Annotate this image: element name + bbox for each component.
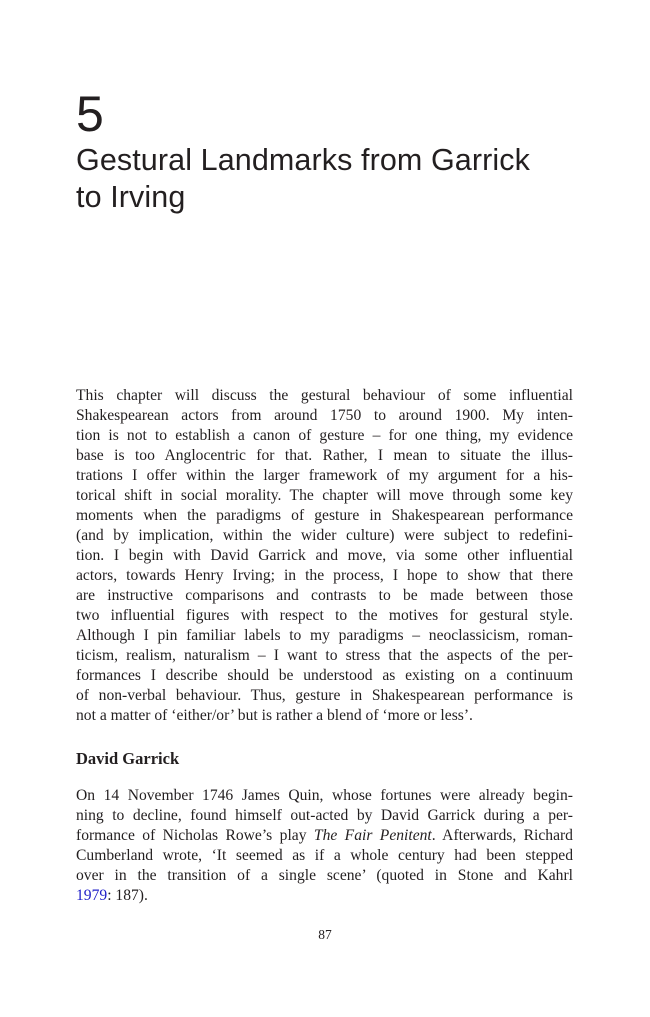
text-line: Cumberland wrote, ‘It seemed as if a whole century had been stepped: [76, 847, 573, 864]
section-paragraph: [76, 786, 573, 906]
chapter-title-line: Gestural Landmarks from Garrick: [76, 143, 530, 177]
intro-paragraph: [76, 386, 573, 726]
text-line: (and by implication, within the wider culture) were subject to redefini-: [76, 527, 573, 544]
text-line: tion. I begin with David Garrick and move, via some other influential: [76, 547, 573, 564]
text-line: torical shift in social morality. The chapter will move through some key: [76, 487, 573, 504]
text-line: This chapter will discuss the gestural behaviour of some influential: [76, 387, 573, 404]
text-run: . Afterwards, Richard: [431, 827, 573, 844]
chapter-title: [76, 142, 596, 216]
text-line: two influential figures with respect to the motives for gestural style.: [76, 607, 573, 624]
text-line: not a matter of ‘either/or’ but is rather a blend of ‘more or less’.: [76, 707, 473, 724]
section-heading: David Garrick: [76, 749, 180, 768]
chapter-number: 5: [76, 86, 104, 142]
text-line: are instructive comparisons and contrasts to be made between those: [76, 587, 573, 604]
text-line: ticism, realism, naturalism – I want to stress that the aspects of the per-: [76, 647, 573, 664]
text-line: of non-verbal behaviour. Thus, gesture in Shakespearean performance is: [76, 687, 573, 704]
text-line: Shakespearean actors from around 1750 to around 1900. My inten-: [76, 407, 573, 424]
page-number: 87: [318, 927, 332, 942]
text-line: ning to decline, found himself out-acted by David Garrick during a per-: [76, 807, 573, 824]
text-line: [76, 826, 573, 846]
text-line: actors, towards Henry Irving; in the process, I hope to show that there: [76, 567, 573, 584]
play-title: The Fair Penitent: [313, 827, 432, 844]
text-line: formances I describe should be understood as existing on a continuum: [76, 667, 573, 684]
text-run: : 187).: [107, 887, 148, 904]
text-line: moments when the paradigms of gesture in Shakespearean performance: [76, 507, 573, 524]
citation-link[interactable]: 1979: [76, 887, 108, 904]
text-line: [76, 886, 573, 906]
text-line: Although I pin familiar labels to my paradigms – neoclassicism, roman-: [76, 627, 573, 644]
text-line: trations I offer within the larger framework of my argument for a his-: [76, 467, 573, 484]
text-run: formance of Nicholas Rowe’s play: [76, 827, 314, 844]
text-line: tion is not to establish a canon of gesture – for one thing, my evidence: [76, 427, 573, 444]
chapter-title-line: to Irving: [76, 180, 186, 214]
text-line: over in the transition of a single scene’ (quoted in Stone and Kahrl: [76, 867, 573, 884]
text-line: base is too Anglocentric for that. Rather, I mean to situate the illus-: [76, 447, 573, 464]
text-line: On 14 November 1746 James Quin, whose fortunes were already begin-: [76, 787, 573, 804]
